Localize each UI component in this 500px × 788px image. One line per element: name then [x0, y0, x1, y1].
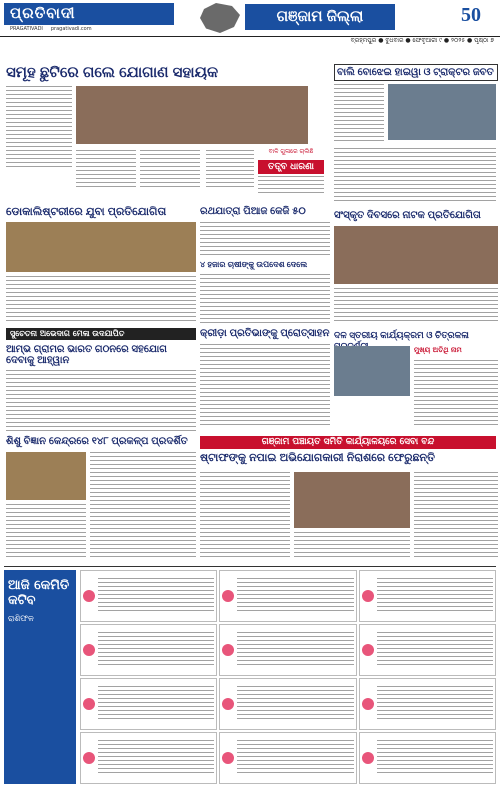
zodiac-text [377, 632, 493, 668]
sports-text [200, 344, 330, 428]
zodiac-cell [219, 624, 356, 676]
district-map-icon [200, 3, 240, 33]
middle2-text [200, 222, 330, 258]
lead-text-column-4 [206, 150, 254, 188]
right-text-column-2 [334, 148, 496, 204]
brand-latin: PRAGATIVADI [10, 26, 43, 32]
middle-photo [6, 222, 196, 272]
sports-headline: କ୍ରୀଡ଼ା ପ୍ରତିଭାଙ୍କୁ ପ୍ରୋତ୍ସାହନ [200, 328, 330, 339]
zodiac-text [237, 686, 353, 722]
zodiac-text [237, 632, 353, 668]
right-headline: ବାଲି ବୋଝେଇ ହାଇୱା ଓ ଟ୍ରାକ୍ଟର ଜବତ [334, 64, 498, 81]
small-feature: ମୁଖ୍ୟ ଅତିଥି ନାମ [414, 346, 462, 354]
lead-headline: ସମୂହ ଛୁଟିରେ ଗଲେ ଯୋଗାଣ ସହାୟକ [6, 64, 219, 81]
zodiac-icon [362, 752, 374, 764]
zodiac-text [237, 578, 353, 614]
zodiac-cell [359, 624, 496, 676]
dark-banner: ସୁଚେତନା ଅଭେଦାଗ ମେଳା ଉଦଯାପିତ [6, 328, 196, 340]
lead-banner: ତତ୍ତ୍ବ ଧାରଣା [258, 160, 324, 174]
anniversary-badge: 50 [461, 4, 481, 26]
science-text [90, 452, 196, 560]
zodiac-icon [362, 590, 374, 602]
zodiac-cell [359, 732, 496, 784]
zodiac-text [98, 632, 214, 668]
lead-text-column-3 [140, 150, 200, 188]
zodiac-cell [219, 732, 356, 784]
footer-rule [4, 566, 496, 567]
staff-text [200, 472, 290, 560]
masthead [0, 0, 500, 37]
right-text-column-1 [334, 84, 384, 144]
gp-banner: ଗଞ୍ଜାମ ପଞ୍ଚାୟତ ସମିତି କାର୍ଯ୍ୟାଳୟରେ ସେବା ବନ୍ଦ [200, 436, 496, 449]
lead-text-column-2 [76, 150, 136, 188]
science-headline: ଶିଶୁ ବିଜ୍ଞାନ କେନ୍ଦ୍ରରେ ୧୪୮ ପ୍ରକଳ୍ପ ପ୍ରଦର୍ଶିତ [6, 436, 188, 447]
camp-photo [334, 346, 410, 396]
newspaper-logo: ପ୍ରତିବାଦୀ [4, 3, 174, 25]
horoscope-grid [80, 570, 496, 784]
zodiac-text [98, 686, 214, 722]
brand-subtitle [10, 26, 92, 32]
zodiac-cell [80, 570, 217, 622]
zodiac-text [377, 686, 493, 722]
staff-text-2 [414, 472, 498, 560]
zodiac-text [377, 578, 493, 614]
rural-text [6, 370, 196, 432]
staff-photo [294, 472, 410, 528]
brand-website: pragativadi.com [50, 26, 92, 32]
middle2-text-2 [200, 274, 330, 324]
zodiac-text [98, 740, 214, 776]
science-text-2 [6, 504, 86, 560]
zodiac-icon [362, 698, 374, 710]
zodiac-text [237, 740, 353, 776]
horoscope-panel [4, 570, 76, 784]
zodiac-cell [80, 624, 217, 676]
zodiac-cell [80, 678, 217, 730]
middle2-headline: ରଥଯାତ୍ରା ପିଆଜ କେଜି ୫୦ [200, 206, 306, 217]
culture-headline: ସଂସ୍କୃତ ଦିବସରେ ନାଟକ ପ୍ରତିଯୋଗିତା [334, 210, 481, 221]
lead-photo [76, 86, 308, 144]
middle-text [6, 276, 196, 324]
zodiac-text [98, 578, 214, 614]
zodiac-icon [83, 590, 95, 602]
zodiac-icon [222, 698, 234, 710]
zodiac-icon [222, 590, 234, 602]
lead-text-column-5 [258, 176, 324, 196]
dateline: ବ୍ରହ୍ମପୁର ● ବୁଧବାର ● ଫେବୃଆରୀ ୯ ● ୨୦୨୫ ● ପୃଷ୍ଠା ୭ [350, 37, 494, 44]
culture-photo [334, 226, 498, 284]
rural-headline: ଆମ୍ଭ ଗ୍ରାମର ଭାରତ ଗଠନରେ ସହଯୋଗ ଦେବାକୁ ଆହ୍ୱାନ [6, 344, 167, 366]
zodiac-icon [222, 752, 234, 764]
zodiac-cell [219, 678, 356, 730]
zodiac-cell [80, 732, 217, 784]
lead-text-column-1 [6, 86, 72, 170]
right-photo [388, 84, 496, 140]
horoscope-title: ଆଜି କେମିତି କଟିବ [8, 578, 70, 608]
zodiac-icon [362, 644, 374, 656]
zodiac-icon [83, 644, 95, 656]
horoscope-subtitle: ରାଶିଫଳ [8, 614, 34, 623]
zodiac-icon [222, 644, 234, 656]
zodiac-cell [219, 570, 356, 622]
staff-text-3 [294, 532, 410, 560]
district-title: ଗଞ୍ଜାମ ଜିଲ୍ଲା [245, 4, 395, 30]
science-photo [6, 452, 86, 500]
middle-headline: ଡୋକାଲିଷ୍ଟରୀରେ ଯୁବା ପ୍ରତିଯୋଗିତା [6, 206, 167, 218]
middle2-sub: ୪ ହଜାର ଚାଷୀଙ୍କୁ ଉପଦେଶ ଦେଲେ [200, 260, 308, 269]
zodiac-cell [359, 570, 496, 622]
camp-headline: ଦଳ ସ୍ତରୀୟ କାର୍ଯ୍ୟକ୍ରମ ଓ ଚିତ୍ରକଳା [334, 330, 469, 340]
zodiac-icon [83, 698, 95, 710]
lead-caption: ବାଳି ଗୁଳାରେ ଚାଲିଛି [268, 148, 314, 155]
camp-text [414, 360, 498, 428]
culture-text [334, 288, 498, 324]
zodiac-icon [83, 752, 95, 764]
zodiac-text [377, 740, 493, 776]
staff-headline: ଷ୍ଟାଫଙ୍କୁ ନପାଇ ଅଭିଯୋଗକାରୀ ନିରାଶରେ ଫେରୁଛନ୍ତି [200, 452, 435, 464]
zodiac-cell [359, 678, 496, 730]
